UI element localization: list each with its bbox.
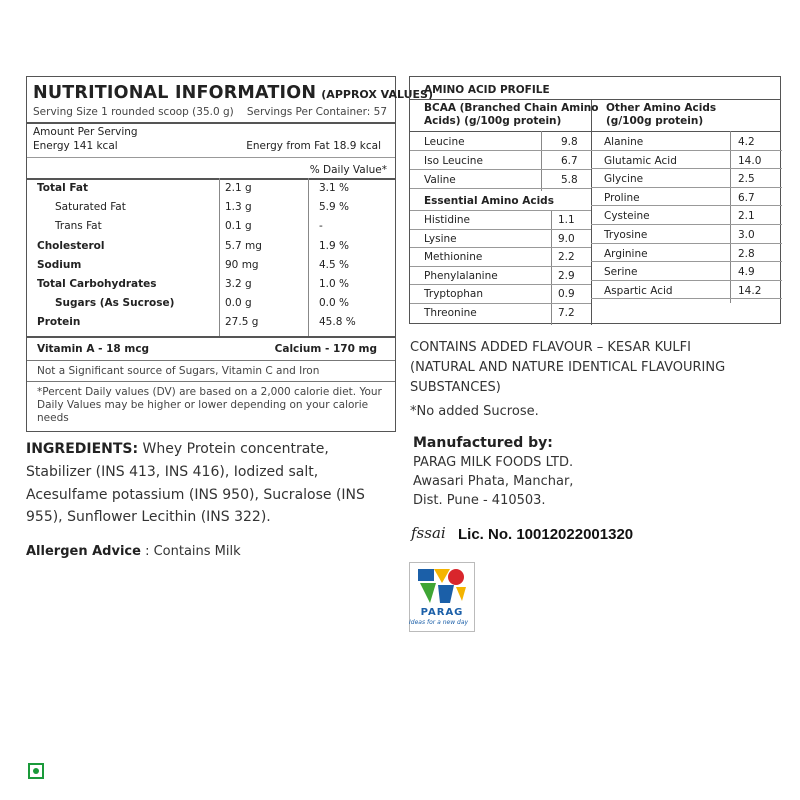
essential-name: Phenylalanine [424,269,498,282]
parag-logo-mark [410,563,474,613]
essential-name: Tryptophan [424,288,484,300]
nutrient-name: Trans Fat [55,220,102,233]
bcaa-name: Iso Leucine [424,155,483,167]
essential-value: 2.9 [558,269,575,282]
veg-mark-icon [28,763,44,779]
divider [410,169,591,170]
nutrient-amount: 1.3 g [225,201,252,214]
divider [410,303,591,304]
other-amino-name: Tryosine [604,229,648,241]
ingredients-line-3: Acesulfame potassium (INS 950), Sucralose (INS [26,487,365,503]
other-amino-name: Cysteine [604,210,650,223]
other-amino-value: 4.9 [738,266,755,279]
divider [410,188,591,189]
amino-title: AMINO ACID PROFILE [424,84,550,96]
divider [591,298,782,299]
nutrient-name: Saturated Fat [55,201,126,214]
divider [410,229,591,230]
ingredients-line-1 [26,441,329,457]
other-amino-name: Proline [604,191,640,204]
footnote-line-2: Daily Values may be higher or lower depending on your calorie [37,399,369,411]
divider [410,247,591,248]
divider [591,280,782,281]
energy-from-fat: Energy from Fat 18.9 kcal [246,140,381,152]
nutrient-name: Total Carbohydrates [37,278,157,290]
nutrient-amount: 27.5 g [225,316,259,329]
nutrient-daily-value: 45.8 % [319,316,356,329]
ingredients-line-2: Stabilizer (INS 413, INS 416), Iodized salt, [26,464,319,480]
other-amino-value: 6.7 [738,191,755,204]
nutrient-daily-value: - [319,220,323,233]
amount-per-serving: Amount Per Serving [33,126,138,138]
divider [591,205,782,206]
ingredients-text-1: Whey Protein concentrate, [138,441,329,457]
divider [591,224,782,225]
essential-value: 2.2 [558,251,575,263]
energy: Energy 141 kcal [33,140,118,152]
nutrient-daily-value: 1.0 % [319,278,350,290]
divider [410,99,780,100]
nutrient-daily-value: 5.9 % [319,201,350,214]
divider [591,150,782,151]
other-amino-value: 4.2 [738,136,755,148]
allergen-label: Allergen Advice [26,544,141,559]
essential-name: Methionine [424,251,483,263]
manufactured-by-label: Manufactured by: [413,435,553,451]
bcaa-value: 5.8 [561,174,578,186]
nutrition-title-text: NUTRITIONAL INFORMATION [33,83,317,103]
manufacturer-address-2: Dist. Pune - 410503. [413,493,546,508]
manufacturer-name: PARAG MILK FOODS LTD. [413,455,574,470]
bcaa-value: 6.7 [561,155,578,167]
nutrient-daily-value: 4.5 % [319,258,350,271]
fssai-license: Lic. No. 10012022001320 [458,526,634,543]
nutrient-amount: 0.0 g [225,297,252,310]
divider [410,131,780,132]
flavour-line-3: SUBSTANCES) [410,380,501,395]
essential-header: Essential Amino Acids [424,195,554,207]
other-amino-name: Glutamic Acid [604,154,677,167]
nutrient-name: Protein [37,316,81,329]
flavour-line-1: CONTAINS ADDED FLAVOUR – KESAR KULFI [410,340,691,355]
bcaa-header-line-1: BCAA (Branched Chain Amino [424,102,599,114]
column-divider [308,178,309,336]
bcaa-header-line-2: Acids) (g/100g protein) [424,115,562,127]
divider [410,284,591,285]
other-amino-name: Serine [604,266,638,279]
other-amino-name: Arginine [604,247,648,260]
not-significant-note: Not a Significant source of Sugars, Vitamin C and Iron [37,365,320,377]
vitamin-a: Vitamin A - 18 mcg [37,343,150,355]
other-header-line-1: Other Amino Acids [606,102,717,114]
servings-per-container: Servings Per Container: 57 [246,106,387,118]
serving-size: Serving Size 1 rounded scoop (35.0 g) [33,106,234,118]
divider [27,178,395,180]
other-amino-value: 3.0 [738,229,755,241]
ingredients-label: INGREDIENTS: [26,441,139,457]
no-added-sucrose: *No added Sucrose. [410,404,539,419]
essential-value: 9.0 [558,232,575,245]
nutrient-daily-value: 1.9 % [319,239,350,252]
other-amino-value: 14.2 [738,284,762,297]
ingredients-line-4: 955), Sunflower Lecithin (INS 322). [26,509,271,525]
flavour-line-2: (NATURAL AND NATURE IDENTICAL FLAVOURING [410,360,726,375]
manufacturer-address-1: Awasari Phata, Manchar, [413,474,574,489]
divider [591,168,782,169]
column-divider [591,99,592,325]
bcaa-name: Leucine [424,136,465,148]
divider [410,266,591,267]
column-divider [541,131,542,191]
column-divider [730,131,731,303]
divider [410,150,591,151]
calcium: Calcium - 170 mg [274,343,377,355]
divider [27,336,395,338]
bcaa-name: Valine [424,174,456,186]
essential-value: 1.1 [558,214,575,226]
essential-value: 7.2 [558,306,575,319]
nutrient-name: Total Fat [37,182,89,194]
essential-name: Lysine [424,232,457,245]
nutrient-daily-value: 3.1 % [319,182,350,194]
amino-acid-panel [409,76,781,324]
other-amino-value: 2.8 [738,247,755,260]
footnote-line-3: needs [37,412,69,424]
allergen-text: : Contains Milk [140,544,241,559]
divider [410,210,591,211]
divider [591,187,782,188]
nutrient-name: Sodium [37,258,82,271]
footnote-line-1: *Percent Daily values (DV) are based on a 2,000 calorie diet. Your [37,386,382,398]
other-amino-name: Alanine [604,136,644,148]
divider [27,360,395,361]
essential-value: 0.9 [558,288,575,300]
bcaa-value: 9.8 [561,136,578,148]
fssai-logo: fssai [411,524,446,542]
column-divider [219,178,220,336]
divider [27,381,395,382]
nutrient-amount: 5.7 mg [225,239,262,252]
essential-name: Histidine [424,214,471,226]
nutrient-amount: 0.1 g [225,220,252,233]
daily-value-header: % Daily Value* [309,164,387,176]
nutrient-amount: 3.2 g [225,278,252,290]
divider [591,243,782,244]
nutrition-title [33,83,433,103]
parag-brand-name: PARAG [420,607,464,618]
divider [27,122,395,124]
nutrient-amount: 90 mg [225,258,259,271]
other-header-line-2: (g/100g protein) [606,115,704,127]
divider [27,157,395,158]
parag-tagline: Ideas for a new day [409,619,469,626]
nutrition-panel [26,76,433,432]
essential-name: Threonine [424,306,477,319]
nutrient-name: Cholesterol [37,239,105,252]
nutrient-name: Sugars (As Sucrose) [55,297,175,310]
other-amino-value: 2.1 [738,210,755,223]
other-amino-name: Glycine [604,173,644,186]
parag-logo [409,562,475,632]
other-amino-value: 14.0 [738,154,762,167]
allergen-advice [26,544,241,559]
divider [591,261,782,262]
column-divider [551,210,552,325]
nutrition-title-suffix: (APPROX VALUES) [321,88,433,101]
other-amino-value: 2.5 [738,173,755,186]
nutrient-daily-value: 0.0 % [319,297,350,310]
nutrient-amount: 2.1 g [225,182,252,194]
other-amino-name: Aspartic Acid [604,284,673,297]
